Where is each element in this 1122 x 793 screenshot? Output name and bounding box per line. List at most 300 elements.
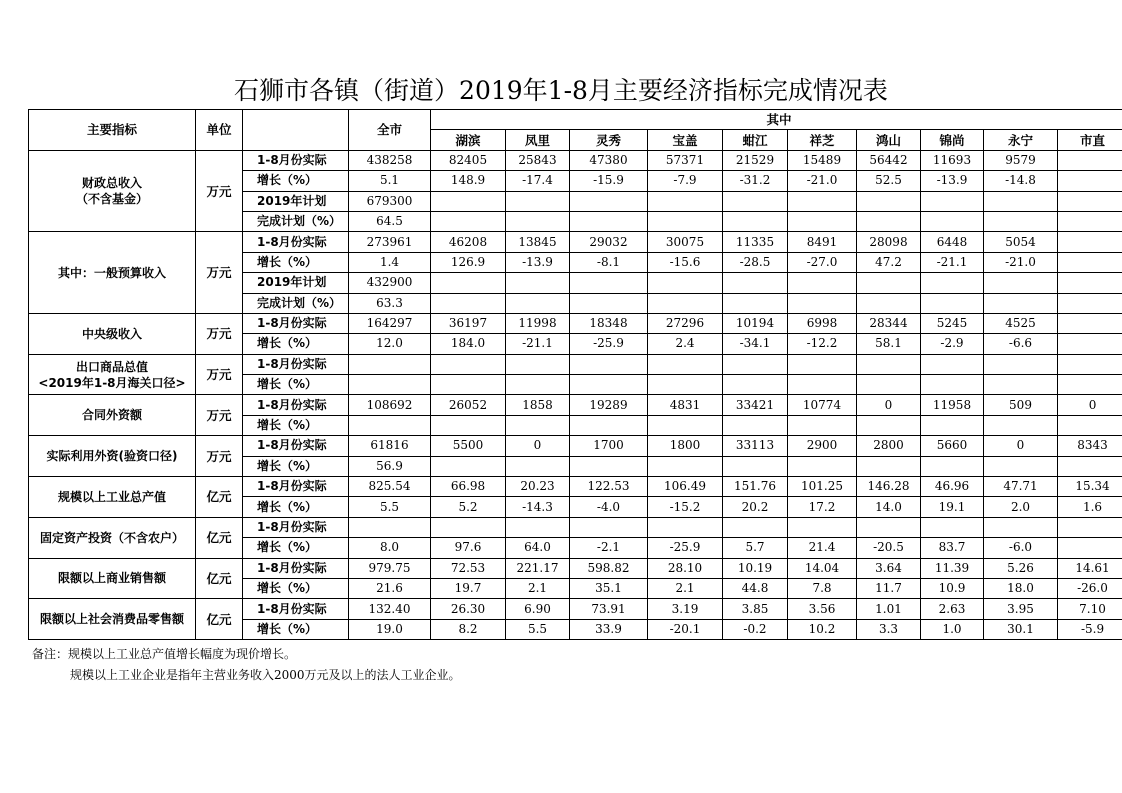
row-label: 1-8月份实际	[243, 599, 349, 619]
town-value-cell	[570, 375, 648, 395]
town-value-cell: 26.30	[431, 599, 506, 619]
town-value-cell: 66.98	[431, 477, 506, 497]
town-value-cell: 6998	[788, 313, 857, 333]
town-value-cell: -21.1	[921, 252, 984, 272]
town-value-cell	[788, 191, 857, 211]
row-label: 1-8月份实际	[243, 313, 349, 333]
town-value-cell	[857, 273, 921, 293]
town-value-cell: 57371	[648, 150, 723, 170]
town-value-cell: -20.1	[648, 619, 723, 639]
town-value-cell: -4.0	[570, 497, 648, 517]
town-value-cell	[723, 375, 788, 395]
town-value-cell: 10.9	[921, 578, 984, 598]
town-value-cell: 18348	[570, 313, 648, 333]
header-blank	[243, 110, 349, 151]
town-value-cell	[506, 354, 570, 374]
row-label: 增长（%）	[243, 334, 349, 354]
total-cell: 19.0	[349, 619, 431, 639]
town-value-cell	[431, 517, 506, 537]
town-value-cell: 30.1	[984, 619, 1058, 639]
town-value-cell: -15.6	[648, 252, 723, 272]
town-value-cell	[857, 415, 921, 435]
header-town: 湖滨	[431, 130, 506, 150]
town-value-cell: -26.0	[1058, 578, 1122, 598]
town-value-cell: 2.0	[984, 497, 1058, 517]
town-value-cell: 126.9	[431, 252, 506, 272]
total-cell: 273961	[349, 232, 431, 252]
town-value-cell	[1058, 211, 1122, 231]
indicator-name: 固定资产投资（不含农户）	[29, 517, 196, 558]
header-unit: 单位	[196, 110, 243, 151]
town-value-cell: 3.3	[857, 619, 921, 639]
total-cell: 825.54	[349, 477, 431, 497]
row-label: 1-8月份实际	[243, 354, 349, 374]
town-value-cell	[570, 273, 648, 293]
total-cell: 64.5	[349, 211, 431, 231]
town-value-cell: -28.5	[723, 252, 788, 272]
town-value-cell: 82405	[431, 150, 506, 170]
total-cell: 5.1	[349, 171, 431, 191]
town-value-cell	[723, 211, 788, 231]
unit-cell: 万元	[196, 232, 243, 314]
total-cell: 979.75	[349, 558, 431, 578]
town-value-cell: 28344	[857, 313, 921, 333]
town-value-cell: -15.2	[648, 497, 723, 517]
town-value-cell	[723, 273, 788, 293]
total-cell	[349, 415, 431, 435]
town-value-cell: -14.8	[984, 171, 1058, 191]
row-label: 增长（%）	[243, 375, 349, 395]
town-value-cell: 28.10	[648, 558, 723, 578]
town-value-cell	[857, 293, 921, 313]
row-label: 增长（%）	[243, 415, 349, 435]
town-value-cell: 598.82	[570, 558, 648, 578]
town-value-cell: 1.0	[921, 619, 984, 639]
town-value-cell: 52.5	[857, 171, 921, 191]
town-value-cell	[788, 456, 857, 476]
town-value-cell: 148.9	[431, 171, 506, 191]
town-value-cell	[984, 211, 1058, 231]
row-label: 1-8月份实际	[243, 395, 349, 415]
town-value-cell: -13.9	[506, 252, 570, 272]
town-value-cell: -20.5	[857, 538, 921, 558]
header-of-which: 其中	[431, 110, 1122, 130]
town-value-cell: 21.4	[788, 538, 857, 558]
town-value-cell: -6.0	[984, 538, 1058, 558]
unit-cell: 亿元	[196, 517, 243, 558]
total-cell: 5.5	[349, 497, 431, 517]
town-value-cell: 14.04	[788, 558, 857, 578]
town-value-cell	[723, 354, 788, 374]
table-row	[29, 436, 1122, 456]
town-value-cell	[921, 191, 984, 211]
town-value-cell: -34.1	[723, 334, 788, 354]
total-cell: 1.4	[349, 252, 431, 272]
town-value-cell: 6.90	[506, 599, 570, 619]
town-value-cell: 3.19	[648, 599, 723, 619]
town-value-cell: -2.9	[921, 334, 984, 354]
town-value-cell: 72.53	[431, 558, 506, 578]
town-value-cell	[648, 415, 723, 435]
town-value-cell: 1.6	[1058, 497, 1122, 517]
town-value-cell: 11693	[921, 150, 984, 170]
town-value-cell	[723, 517, 788, 537]
town-value-cell: 5054	[984, 232, 1058, 252]
town-value-cell: -21.0	[788, 171, 857, 191]
town-value-cell	[1058, 150, 1122, 170]
town-value-cell: -2.1	[570, 538, 648, 558]
town-value-cell	[921, 415, 984, 435]
town-value-cell	[984, 517, 1058, 537]
town-value-cell: 146.28	[857, 477, 921, 497]
town-value-cell: 184.0	[431, 334, 506, 354]
town-value-cell	[921, 273, 984, 293]
table-row	[29, 558, 1122, 578]
town-value-cell: 509	[984, 395, 1058, 415]
town-value-cell	[570, 415, 648, 435]
total-cell: 438258	[349, 150, 431, 170]
row-label: 完成计划（%）	[243, 293, 349, 313]
total-cell: 679300	[349, 191, 431, 211]
indicator-name: 限额以上社会消费品零售额	[29, 599, 196, 640]
total-cell: 56.9	[349, 456, 431, 476]
town-value-cell: 46208	[431, 232, 506, 252]
header-town: 锦尚	[921, 130, 984, 150]
town-value-cell	[431, 273, 506, 293]
town-value-cell: 44.8	[723, 578, 788, 598]
town-value-cell: 1858	[506, 395, 570, 415]
town-value-cell: 0	[506, 436, 570, 456]
header-total: 全市	[349, 110, 431, 151]
town-value-cell: 33421	[723, 395, 788, 415]
town-value-cell: 8343	[1058, 436, 1122, 456]
town-value-cell: 2800	[857, 436, 921, 456]
indicator-name: 出口商品总值 <2019年1-8月海关口径>	[29, 354, 196, 395]
header-town: 宝盖	[648, 130, 723, 150]
town-value-cell	[570, 456, 648, 476]
town-value-cell: -13.9	[921, 171, 984, 191]
unit-cell: 万元	[196, 354, 243, 395]
town-value-cell	[648, 375, 723, 395]
town-value-cell: 8491	[788, 232, 857, 252]
total-cell: 63.3	[349, 293, 431, 313]
town-value-cell	[648, 517, 723, 537]
town-value-cell	[648, 293, 723, 313]
total-cell: 164297	[349, 313, 431, 333]
town-value-cell: 11.39	[921, 558, 984, 578]
town-value-cell	[1058, 334, 1122, 354]
total-cell	[349, 354, 431, 374]
page-title: 石狮市各镇（街道）2019年1-8月主要经济指标完成情况表	[234, 76, 888, 105]
town-value-cell: -15.9	[570, 171, 648, 191]
town-value-cell	[648, 456, 723, 476]
town-value-cell	[1058, 293, 1122, 313]
row-label: 1-8月份实际	[243, 436, 349, 456]
town-value-cell	[857, 456, 921, 476]
town-value-cell: -21.1	[506, 334, 570, 354]
header-town: 永宁	[984, 130, 1058, 150]
header-indicator: 主要指标	[29, 110, 196, 151]
town-value-cell	[1058, 252, 1122, 272]
row-label: 增长（%）	[243, 578, 349, 598]
town-value-cell: 2.63	[921, 599, 984, 619]
town-value-cell: 11998	[506, 313, 570, 333]
town-value-cell: 7.10	[1058, 599, 1122, 619]
table-row	[29, 232, 1122, 252]
town-value-cell	[984, 273, 1058, 293]
total-cell	[349, 375, 431, 395]
table-row	[29, 517, 1122, 537]
town-value-cell: 25843	[506, 150, 570, 170]
town-value-cell: 2.1	[506, 578, 570, 598]
town-value-cell: 2.4	[648, 334, 723, 354]
town-value-cell	[1058, 191, 1122, 211]
town-value-cell: 10.19	[723, 558, 788, 578]
table-row	[29, 354, 1122, 374]
town-value-cell	[648, 211, 723, 231]
unit-cell: 亿元	[196, 599, 243, 640]
table-row	[29, 150, 1122, 170]
town-value-cell: 2900	[788, 436, 857, 456]
indicator-name: 限额以上商业销售额	[29, 558, 196, 599]
town-value-cell: 5.2	[431, 497, 506, 517]
town-value-cell	[570, 354, 648, 374]
row-label: 1-8月份实际	[243, 477, 349, 497]
town-value-cell: 10194	[723, 313, 788, 333]
town-value-cell: 15.34	[1058, 477, 1122, 497]
town-value-cell	[506, 456, 570, 476]
town-value-cell	[1058, 415, 1122, 435]
town-value-cell: 1700	[570, 436, 648, 456]
town-value-cell: 9579	[984, 150, 1058, 170]
town-value-cell	[788, 375, 857, 395]
indicator-name: 合同外资额	[29, 395, 196, 436]
town-value-cell	[1058, 375, 1122, 395]
town-value-cell: 3.85	[723, 599, 788, 619]
town-value-cell: 10.2	[788, 619, 857, 639]
town-value-cell	[984, 293, 1058, 313]
town-value-cell: 5.5	[506, 619, 570, 639]
town-value-cell	[921, 456, 984, 476]
town-value-cell	[984, 354, 1058, 374]
town-value-cell	[921, 517, 984, 537]
town-value-cell: 2.1	[648, 578, 723, 598]
town-value-cell	[431, 354, 506, 374]
header-town: 凤里	[506, 130, 570, 150]
town-value-cell: 47.2	[857, 252, 921, 272]
town-value-cell	[431, 375, 506, 395]
town-value-cell	[648, 191, 723, 211]
town-value-cell: 27296	[648, 313, 723, 333]
town-value-cell	[1058, 232, 1122, 252]
town-value-cell	[431, 293, 506, 313]
table-row	[29, 395, 1122, 415]
header-row-1	[29, 110, 1122, 130]
town-value-cell: -25.9	[570, 334, 648, 354]
town-value-cell	[723, 415, 788, 435]
note-line: 备注：规模以上工业总产值增长幅度为现价增长。	[32, 647, 297, 661]
town-value-cell: 8.2	[431, 619, 506, 639]
header-town: 市直	[1058, 130, 1122, 150]
town-value-cell: -27.0	[788, 252, 857, 272]
table-row	[29, 599, 1122, 619]
town-value-cell	[506, 415, 570, 435]
town-value-cell	[788, 211, 857, 231]
town-value-cell: 33113	[723, 436, 788, 456]
town-value-cell	[788, 273, 857, 293]
row-label: 增长（%）	[243, 497, 349, 517]
town-value-cell: 13845	[506, 232, 570, 252]
indicator-name: 其中：一般预算收入	[29, 232, 196, 314]
row-label: 1-8月份实际	[243, 232, 349, 252]
town-value-cell	[648, 354, 723, 374]
town-value-cell: 47.71	[984, 477, 1058, 497]
town-value-cell: 221.17	[506, 558, 570, 578]
town-value-cell	[1058, 171, 1122, 191]
unit-cell: 亿元	[196, 477, 243, 518]
town-value-cell	[857, 375, 921, 395]
town-value-cell: -31.2	[723, 171, 788, 191]
town-value-cell: 83.7	[921, 538, 984, 558]
town-value-cell	[723, 293, 788, 313]
row-label: 增长（%）	[243, 619, 349, 639]
town-value-cell	[857, 191, 921, 211]
row-label: 2019年计划	[243, 273, 349, 293]
unit-cell: 万元	[196, 436, 243, 477]
town-value-cell	[984, 191, 1058, 211]
town-value-cell	[984, 415, 1058, 435]
unit-cell: 万元	[196, 395, 243, 436]
town-value-cell: 73.91	[570, 599, 648, 619]
indicator-name: 财政总收入 （不含基金）	[29, 150, 196, 232]
town-value-cell	[570, 517, 648, 537]
town-value-cell: -12.2	[788, 334, 857, 354]
total-cell: 108692	[349, 395, 431, 415]
town-value-cell	[506, 517, 570, 537]
town-value-cell: 19.7	[431, 578, 506, 598]
town-value-cell	[723, 191, 788, 211]
town-value-cell: 15489	[788, 150, 857, 170]
town-value-cell: 0	[1058, 395, 1122, 415]
town-value-cell: 14.61	[1058, 558, 1122, 578]
note-line: 规模以上工业企业是指年主营业务收入2000万元及以上的法人工业企业。	[70, 668, 461, 682]
town-value-cell	[506, 293, 570, 313]
town-value-cell: 47380	[570, 150, 648, 170]
town-value-cell: 11.7	[857, 578, 921, 598]
town-value-cell	[506, 211, 570, 231]
row-label: 增长（%）	[243, 456, 349, 476]
town-value-cell	[570, 211, 648, 231]
row-label: 增长（%）	[243, 252, 349, 272]
table-row	[29, 313, 1122, 333]
town-value-cell: 3.56	[788, 599, 857, 619]
town-value-cell: 1.01	[857, 599, 921, 619]
town-value-cell: 11958	[921, 395, 984, 415]
town-value-cell: 1800	[648, 436, 723, 456]
town-value-cell: 18.0	[984, 578, 1058, 598]
town-value-cell: 19.1	[921, 497, 984, 517]
town-value-cell: 21529	[723, 150, 788, 170]
town-value-cell: 4525	[984, 313, 1058, 333]
town-value-cell	[788, 517, 857, 537]
town-value-cell: 101.25	[788, 477, 857, 497]
town-value-cell	[1058, 456, 1122, 476]
row-label: 增长（%）	[243, 171, 349, 191]
town-value-cell: 28098	[857, 232, 921, 252]
town-value-cell: -14.3	[506, 497, 570, 517]
total-cell: 132.40	[349, 599, 431, 619]
town-value-cell	[921, 354, 984, 374]
indicator-name: 中央级收入	[29, 313, 196, 354]
town-value-cell: 46.96	[921, 477, 984, 497]
town-value-cell	[570, 191, 648, 211]
town-value-cell: 4831	[648, 395, 723, 415]
town-value-cell: -17.4	[506, 171, 570, 191]
town-value-cell	[857, 211, 921, 231]
town-value-cell	[1058, 273, 1122, 293]
town-value-cell: -7.9	[648, 171, 723, 191]
town-value-cell: 5500	[431, 436, 506, 456]
town-value-cell	[431, 456, 506, 476]
row-label: 2019年计划	[243, 191, 349, 211]
town-value-cell	[648, 273, 723, 293]
town-value-cell	[921, 375, 984, 395]
row-label: 1-8月份实际	[243, 150, 349, 170]
row-label: 完成计划（%）	[243, 211, 349, 231]
town-value-cell: 64.0	[506, 538, 570, 558]
town-value-cell	[984, 456, 1058, 476]
town-value-cell: 5.26	[984, 558, 1058, 578]
town-value-cell: 29032	[570, 232, 648, 252]
town-value-cell: -21.0	[984, 252, 1058, 272]
town-value-cell: 97.6	[431, 538, 506, 558]
town-value-cell: -25.9	[648, 538, 723, 558]
header-town: 鸿山	[857, 130, 921, 150]
town-value-cell	[1058, 313, 1122, 333]
town-value-cell	[1058, 538, 1122, 558]
town-value-cell	[431, 415, 506, 435]
town-value-cell: 26052	[431, 395, 506, 415]
town-value-cell: 19289	[570, 395, 648, 415]
town-value-cell: 33.9	[570, 619, 648, 639]
unit-cell: 万元	[196, 313, 243, 354]
header-town: 祥芝	[788, 130, 857, 150]
town-value-cell	[506, 273, 570, 293]
economic-indicators-table	[28, 109, 1122, 640]
town-value-cell	[1058, 354, 1122, 374]
town-value-cell: 7.8	[788, 578, 857, 598]
town-value-cell	[431, 191, 506, 211]
town-value-cell	[788, 293, 857, 313]
town-value-cell: 106.49	[648, 477, 723, 497]
town-value-cell	[506, 191, 570, 211]
town-value-cell: 56442	[857, 150, 921, 170]
town-value-cell	[921, 211, 984, 231]
town-value-cell: 5660	[921, 436, 984, 456]
town-value-cell	[570, 293, 648, 313]
town-value-cell: 3.64	[857, 558, 921, 578]
town-value-cell	[857, 517, 921, 537]
town-value-cell: 0	[984, 436, 1058, 456]
indicator-name: 实际利用外资(验资口径)	[29, 436, 196, 477]
total-cell: 21.6	[349, 578, 431, 598]
town-value-cell	[984, 375, 1058, 395]
header-town: 灵秀	[570, 130, 648, 150]
total-cell	[349, 517, 431, 537]
town-value-cell	[788, 415, 857, 435]
town-value-cell: -0.2	[723, 619, 788, 639]
town-value-cell	[788, 354, 857, 374]
